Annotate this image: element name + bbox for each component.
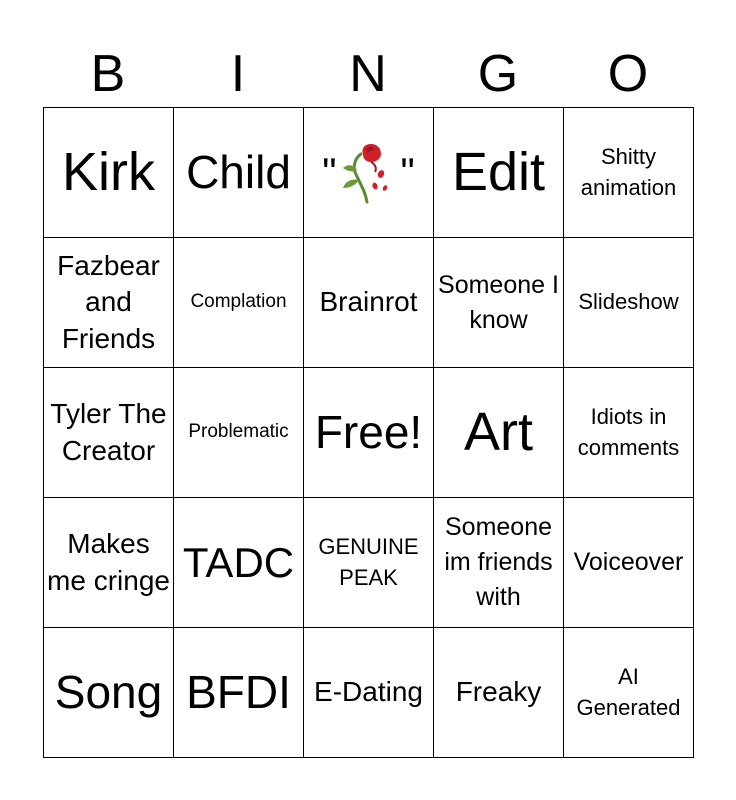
bingo-cell[interactable] — [564, 108, 694, 238]
header-letter-o: O — [607, 45, 649, 103]
cell-label: Makes me cringe — [47, 528, 170, 596]
bingo-cell[interactable] — [434, 628, 564, 758]
cell-label: Brainrot — [319, 286, 418, 318]
cell-label: Shitty animation — [580, 143, 677, 200]
bingo-cell[interactable] — [434, 238, 564, 368]
cell-label: Edit — [451, 141, 546, 202]
bingo-cell[interactable] — [44, 498, 174, 628]
quote-open: " — [322, 150, 337, 195]
cell-label: Child — [186, 146, 291, 199]
bingo-cell[interactable] — [304, 498, 434, 628]
bingo-cell[interactable] — [304, 368, 434, 498]
header-letter-n: N — [349, 45, 387, 103]
bingo-cell[interactable] — [564, 238, 694, 368]
cell-label: Problematic — [188, 421, 289, 443]
header-letter-g: G — [477, 45, 519, 103]
cell-label: AI Generated — [576, 663, 681, 720]
cell-label: E-Dating — [314, 676, 423, 708]
bingo-cell[interactable] — [434, 108, 564, 238]
cell-label: Someone I know — [438, 270, 559, 334]
cell-label: Tyler The Creator — [50, 398, 167, 466]
bingo-cell[interactable] — [304, 108, 434, 238]
bingo-cell[interactable] — [434, 498, 564, 628]
bingo-cell[interactable] — [174, 498, 304, 628]
bingo-cell[interactable] — [564, 368, 694, 498]
bingo-cell[interactable] — [44, 238, 174, 368]
cell-label: TADC — [182, 538, 295, 586]
bingo-grid — [43, 107, 694, 758]
cell-label: Someone im friends with — [444, 513, 553, 611]
header-letter-i: I — [230, 45, 246, 103]
cell-label: GENUINE PEAK — [318, 533, 419, 590]
cell-label: Complation — [190, 291, 287, 313]
cell-label: Song — [54, 666, 163, 719]
header-letter-b: B — [90, 45, 126, 103]
bingo-cell[interactable] — [174, 628, 304, 758]
bingo-cell[interactable] — [304, 238, 434, 368]
bingo-cell[interactable] — [174, 368, 304, 498]
cell-label: Freaky — [455, 676, 542, 708]
bingo-cell[interactable] — [174, 108, 304, 238]
bingo-cell[interactable] — [564, 628, 694, 758]
bingo-cell[interactable] — [174, 238, 304, 368]
cell-label: Kirk — [62, 141, 155, 202]
cell-label: Art — [463, 401, 533, 462]
bingo-cell[interactable] — [44, 368, 174, 498]
bingo-cell[interactable] — [44, 628, 174, 758]
bingo-header — [43, 40, 693, 108]
cell-label: Voiceover — [573, 548, 684, 576]
quote-close: " — [400, 150, 415, 195]
cell-label: BFDI — [186, 666, 291, 719]
cell-label: Free! — [314, 406, 423, 459]
cell-label: Slideshow — [578, 289, 679, 315]
bingo-cell[interactable] — [434, 368, 564, 498]
bingo-cell[interactable] — [564, 498, 694, 628]
cell-label: Idiots in comments — [577, 403, 680, 460]
wilted-rose-icon — [341, 142, 397, 204]
bingo-cell[interactable] — [304, 628, 434, 758]
bingo-cell[interactable] — [44, 108, 174, 238]
cell-label: Fazbear and Friends — [57, 249, 160, 354]
